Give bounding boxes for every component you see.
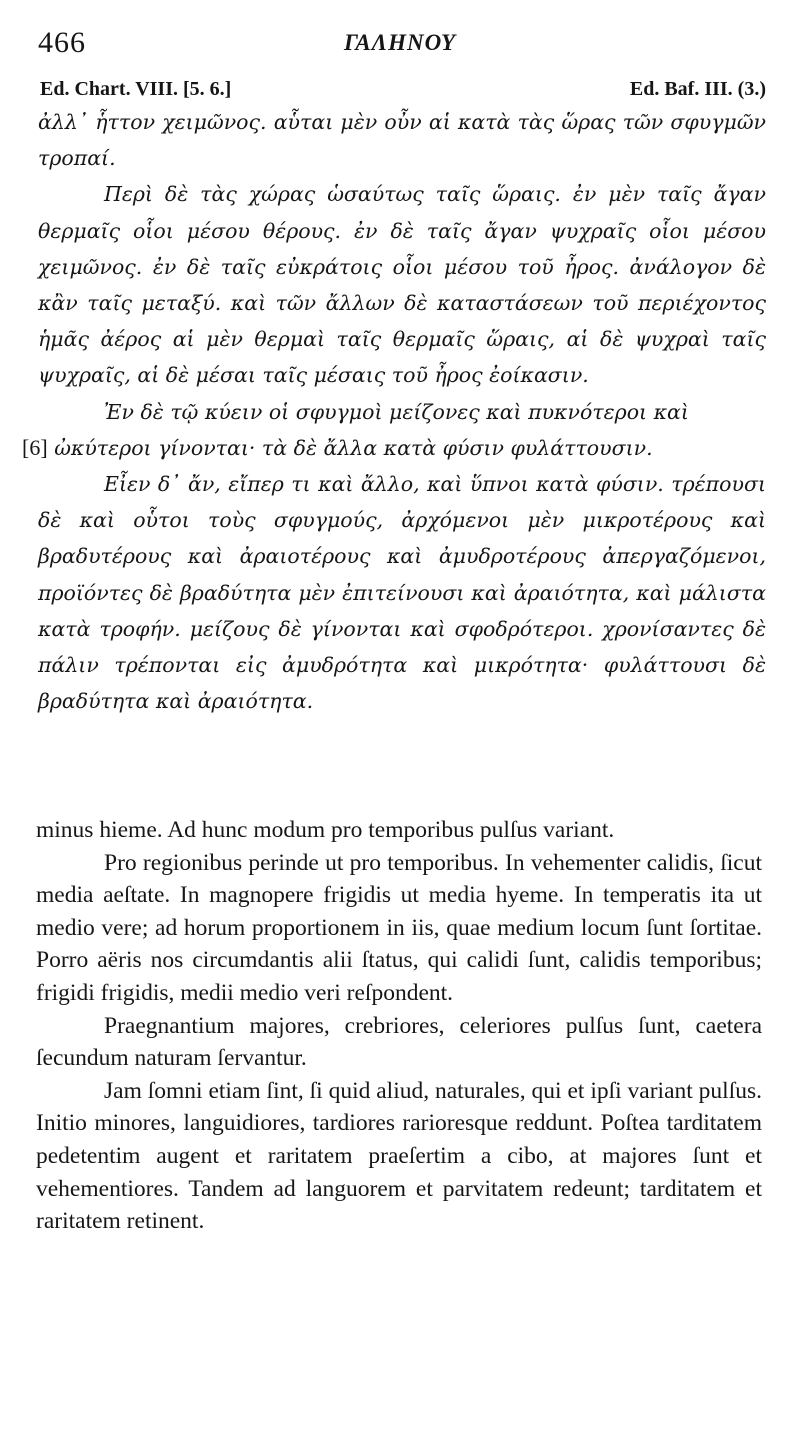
latin-paragraph-4: Jam ſomni etiam ſint, ſi quid aliud, naturales, qui et ipſi variant pulſus. Initio minores, languidiores, tardiores rarioresque reddunt. Poſtea tarditatem pedetentim augent et raritatem praeſertim a cibo, at majores ſunt et vehementiores. Tandem ad languorem et parvitatem redeunt; tarditatem et raritatem retinent. (36, 1077, 762, 1235)
page-number: 466 (38, 26, 86, 59)
section-marker: [6] (22, 434, 48, 460)
latin-paragraph-2: Pro regionibus perinde ut pro temporibus. In vehementer calidis, ſicut media aeſtate. In magnopere frigidis ut media hyeme. In temperatis ita ut medio vere; ad horum proportionem in iis, quae medium locum ſunt ſortitae. Porro aëris nos circumdantis alii ſtatus, qui calidi ſunt, calidis temporibus; frigidi frigidis, medii medio veri reſpondent. (36, 849, 762, 1006)
greek-paragraph-2: Περὶ δὲ τὰς χώρας ὡσαύτως ταῖς ὥραις. ἐν μὲν ταῖς ἄγαν θερμαῖς οἷοι μέσου θέρους. ἐν δὲ ταῖς ἄγαν ψυχραῖς οἷοι μέσου χειμῶνος. ἐν δὲ ταῖς εὐκράτοις οἷοι μέσου τοῦ ἦρος. ἀνάλογον δὲ κἂν ταῖς μεταξύ. καὶ τῶν ἄλλων δὲ καταστάσεων τοῦ περιέχοντος ἡμᾶς ἀέρος αἱ μὲν θερμαὶ ταῖς θερμαῖς ὥραις, αἱ δὲ ψυχραὶ ταῖς ψυχραῖς, αἱ δὲ μέσαι ταῖς μέσαις τοῦ ἦρος ἐοίκασιν. (38, 182, 766, 388)
greek-paragraph-4: Εἶεν δ᾽ ἄν, εἴπερ τι καὶ ἄλλο, καὶ ὕπνοι κατὰ φύσιν. τρέπουσι δὲ καὶ οὗτοι τοὺς σφυγμούς, ἀρχόμενοι μὲν μικροτέρους καὶ βραδυτέρους καὶ ἀραιοτέρους καὶ ἀμυδροτέρους ἀπεργαζόμενοι, προϊόντες δὲ βραδύτητα μὲν ἐπιτείνουσι καὶ ἀραιότητα, καὶ μάλιστα κατὰ τροφήν. μείζους δὲ γίνονται καὶ σφοδρότεροι. χρονίσαντες δὲ πάλιν τρέπονται εἰς ἀμυδρότητα καὶ μικρότητα· φυλάττουσι δὲ βραδύτητα καὶ ἀραιότητα. (38, 472, 766, 714)
latin-paragraph-3: Praegnantium majores, crebriores, celeriores pulſus ſunt, caetera ſecundum naturam ſervantur. (36, 1012, 762, 1072)
greek-paragraph-3 (22, 394, 766, 466)
greek-text-block (22, 104, 766, 719)
latin-text-block (36, 814, 762, 1238)
greek-paragraph-3-rest: ὠκύτεροι γίνονται· τὰ δὲ ἄλλα κατὰ φύσιν φυλάττουσιν. (54, 435, 653, 460)
edition-reference-left: Ed. Chart. VIII. [5. 6.] (40, 78, 232, 100)
running-head: ΓΑΛΗΝΟΥ (343, 30, 457, 55)
edition-reference-right: Ed. Baf. III. (3.) (629, 78, 766, 100)
greek-paragraph-1: ἀλλ᾽ ἧττον χειμῶνος. αὗται μὲν οὖν αἱ κατὰ τὰς ὥρας τῶν σφυγμῶν τροπαί. (38, 110, 766, 171)
greek-paragraph-3-line-1: Ἐν δὲ τῷ κύειν οἱ σφυγμοὶ μείζονες καὶ πυκνότεροι καὶ (104, 399, 689, 424)
latin-paragraph-1: minus hieme. Ad hunc modum pro temporibus pulſus variant. (36, 817, 615, 843)
section-divider-space (0, 784, 800, 800)
